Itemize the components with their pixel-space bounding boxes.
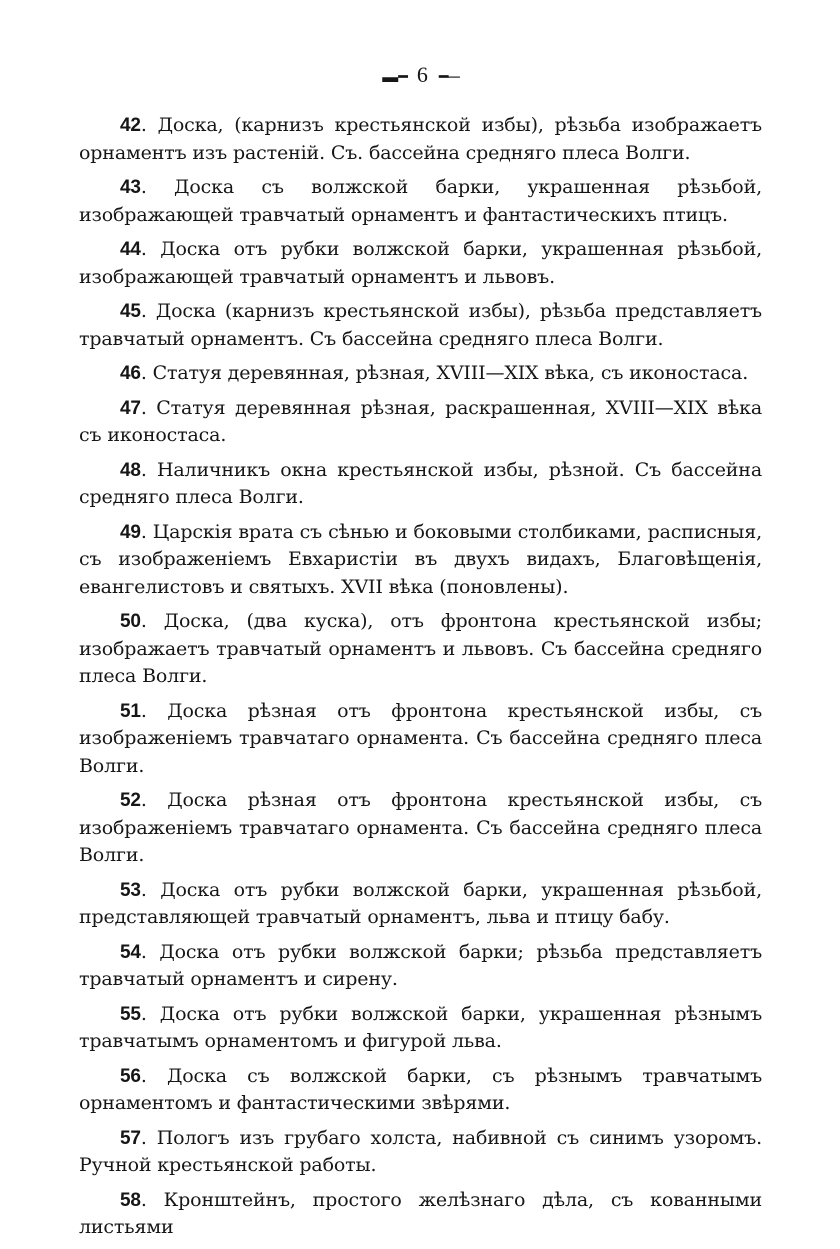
entry-number: 45 <box>120 301 141 322</box>
left-dash-ornament: ▬ ━ <box>382 68 406 86</box>
catalog-entry: 49. Царскiя врата съ сѣнью и боковыми столбиками, расписныя, съ изображенiемъ Евхаристiи въ двухъ видахъ, Благовѣщенiя, евангелистовъ и святыхъ. XVII вѣка (поновлены). <box>79 520 762 598</box>
entry-text: Доска отъ рубки волжской барки; рѣзьба представляетъ травчатый орнаментъ и сирену. <box>79 940 763 990</box>
entry-number: 43 <box>120 177 141 198</box>
entry-number: 56 <box>120 1065 141 1087</box>
entry-number: 46 <box>120 363 141 384</box>
catalog-entry: 55. Доска отъ рубки волжской барки, украшенная рѣзнымъ травчатымъ орнаментомъ и фигурой льва. <box>79 1002 763 1052</box>
catalog-entry: 50. Доска, (два куска), отъ фронтона крестьянской избы; изображаетъ травчатый орнаментъ и львовъ. Съ бассейна средняго плеса Волги. <box>79 610 763 687</box>
entry-number: 52 <box>120 790 141 811</box>
catalog-entry: 52. Доска рѣзная отъ фронтона крестьянской избы, съ изображенiемъ травчатаго орнамента. Съ бассейна средняго плеса Волги. <box>79 789 763 866</box>
entry-text: Доска рѣзная отъ фронтона крестьянской избы, съ изображенiемъ травчатаго орнамента. Съ бассейна средняго плеса Волги. <box>79 789 763 866</box>
entry-number: 42 <box>120 115 141 136</box>
catalog-entry: 53. Доска отъ рубки волжской барки, украшенная рѣзьбой, представляющей травчатый орнаментъ, льва и птицу бабу. <box>79 878 762 928</box>
entry-text: Доска отъ рубки волжской барки, украшенная рѣзьбой, изображающей травчатый орнаментъ и львовъ. <box>79 238 762 288</box>
entry-number: 58 <box>120 1189 141 1211</box>
entry-number: 48 <box>120 459 141 481</box>
entry-number: 50 <box>120 611 141 632</box>
entry-text: Доска отъ рубки волжской барки, украшенная рѣзьбой, представляющей травчатый орнаментъ, льва и птицу бабу. <box>79 878 762 928</box>
entry-text: Доска отъ рубки волжской барки, украшенная рѣзнымъ травчатымъ орнаментомъ и фигурой льва. <box>79 1002 763 1052</box>
page-number: 6 <box>416 62 428 87</box>
catalog-entry: 43. Доска съ волжской барки, украшенная рѣзьбой, изображающей травчатый орнаментъ и фантастическихъ птицъ. <box>79 176 762 226</box>
entry-text: Статуя деревянная, рѣзная, XVIII—XIX вѣка, съ иконостаса. <box>152 362 749 384</box>
catalog-entry: 45. Доска (карнизъ крестьянской избы), рѣзьба представляетъ травчатый орнаментъ. Съ бассейна средняго плеса Волги. <box>79 300 762 350</box>
right-dash-ornament: ━ ─ <box>438 68 458 86</box>
entry-text: Наличникъ окна крестьянской избы, рѣзной. Съ бассейна средняго плеса Волги. <box>79 458 762 508</box>
entry-text: Доска съ волжской барки, съ рѣзнымъ травчатымъ орнаментомъ и фантастическими звѣрями. <box>79 1064 763 1114</box>
entry-text: Статуя деревянная рѣзная, раскрашенная, XVIII—XIX вѣка съ иконостаса. <box>79 396 763 446</box>
catalog-entries <box>79 112 762 1249</box>
entry-text: Кронштейнъ, простого желѣзнаго дѣла, съ кованными листьями <box>79 1188 762 1238</box>
entry-text: Царскiя врата съ сѣнью и боковыми столбиками, расписныя, съ изображенiемъ Евхаристiи въ двухъ видахъ, Благовѣщенiя, евангелистовъ и святыхъ. XVII вѣка (поновлены). <box>79 520 762 598</box>
catalog-entry: 46. Статуя деревянная, рѣзная, XVIII—XIX вѣка, съ иконостаса. <box>120 362 749 384</box>
entry-number: 49 <box>120 521 141 543</box>
entry-number: 57 <box>120 1127 141 1149</box>
entry-text: Доска, (два куска), отъ фронтона крестьянской избы; изображаетъ травчатый орнаментъ и львовъ. Съ бассейна средняго плеса Волги. <box>79 610 763 687</box>
entry-text: Доска, (карнизъ крестьянской избы), рѣзьба изображаетъ орнаментъ изъ растенiй. Съ. бассейна средняго плеса Волги. <box>79 114 762 164</box>
entry-text: Доска рѣзная отъ фронтона крестьянской избы, съ изображенiемъ травчатаго орнамента. Съ бассейна средняго плеса Волги. <box>79 699 763 777</box>
catalog-entry: 48. Наличникъ окна крестьянской избы, рѣзной. Съ бассейна средняго плеса Волги. <box>79 458 762 508</box>
entry-number: 44 <box>120 239 141 260</box>
entry-text: Пологъ изъ грубаго холста, набивной съ синимъ узоромъ. Ручной крестьянской работы. <box>79 1126 763 1176</box>
catalog-entry: 56. Доска съ волжской барки, съ рѣзнымъ травчатымъ орнаментомъ и фантастическими звѣрями. <box>79 1064 763 1114</box>
entry-number: 51 <box>120 700 141 722</box>
catalog-entry: 57. Пологъ изъ грубаго холста, набивной съ синимъ узоромъ. Ручной крестьянской работы. <box>79 1126 763 1176</box>
catalog-entry: 42. Доска, (карнизъ крестьянской избы), рѣзьба изображаетъ орнаментъ изъ растенiй. Съ. бассейна средняго плеса Волги. <box>79 114 762 164</box>
entry-text: Доска съ волжской барки, украшенная рѣзьбой, изображающей травчатый орнаментъ и фантастическихъ птицъ. <box>79 176 762 226</box>
catalog-entry: 47. Статуя деревянная рѣзная, раскрашенная, XVIII—XIX вѣка съ иконостаса. <box>79 396 763 446</box>
entry-number: 55 <box>120 1003 141 1025</box>
entry-number: 54 <box>120 941 141 963</box>
catalog-entry: 44. Доска отъ рубки волжской барки, украшенная рѣзьбой, изображающей травчатый орнаментъ и львовъ. <box>79 238 762 288</box>
catalog-entry: 58. Кронштейнъ, простого желѣзнаго дѣла, съ кованными листьями <box>79 1188 762 1238</box>
entry-number: 53 <box>120 879 141 901</box>
entry-number: 47 <box>120 397 141 419</box>
page-header <box>0 62 840 88</box>
catalog-entry: 51. Доска рѣзная отъ фронтона крестьянской избы, съ изображенiемъ травчатаго орнамента. Съ бассейна средняго плеса Волги. <box>79 699 763 777</box>
catalog-entry: 54. Доска отъ рубки волжской барки; рѣзьба представляетъ травчатый орнаментъ и сирену. <box>79 940 763 990</box>
entry-text: Доска (карнизъ крестьянской избы), рѣзьба представляетъ травчатый орнаментъ. Съ бассейна средняго плеса Волги. <box>79 300 762 350</box>
